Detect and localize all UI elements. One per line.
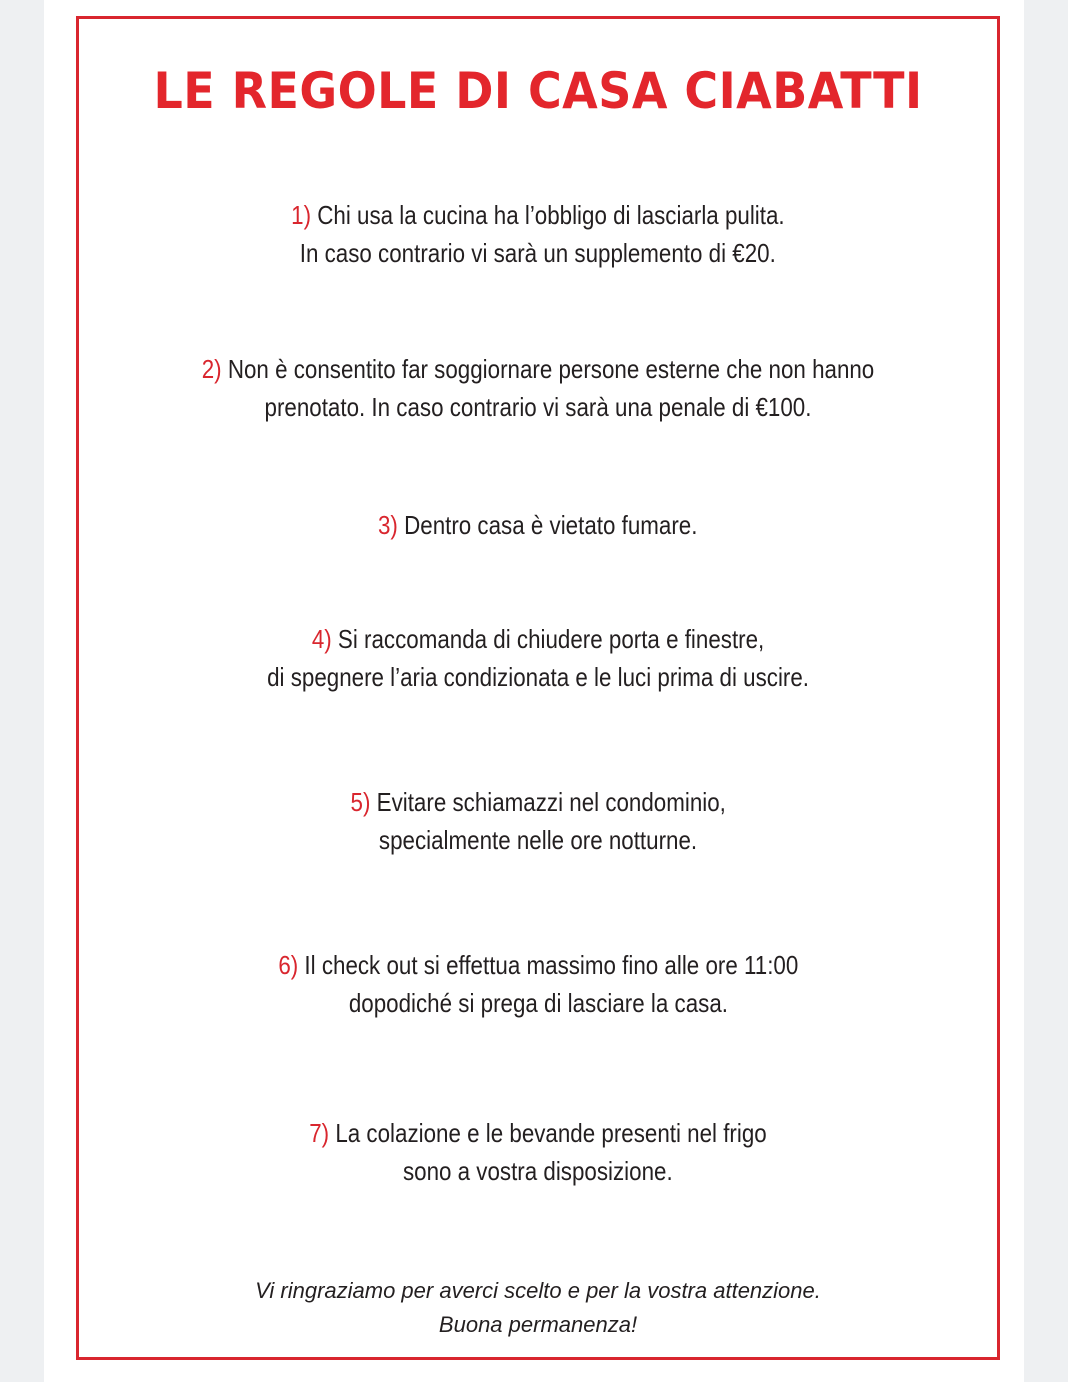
- rule-text: Non è consentito far soggiornare persone esterne che non hanno: [227, 354, 875, 384]
- rule-number: 1): [291, 200, 312, 230]
- closing-message: [76, 1274, 1000, 1342]
- rule-text: Evitare schiamazzi nel condominio,: [376, 787, 726, 817]
- rule-number: 5): [350, 787, 371, 817]
- rule-2: [76, 350, 1000, 426]
- rule-text: prenotato. In caso contrario vi sarà una penale di €100.: [264, 392, 812, 422]
- rule-number: 3): [378, 510, 399, 540]
- rule-text: In caso contrario vi sarà un supplemento di €20.: [299, 238, 777, 268]
- greeting-text: Buona permanenza!: [438, 1312, 638, 1337]
- rule-text: sono a vostra disposizione.: [403, 1156, 673, 1186]
- rule-3: [76, 506, 1000, 544]
- rule-text: Chi usa la cucina ha l’obbligo di lasciarla pulita.: [317, 200, 785, 230]
- rule-text: La colazione e le bevande presenti nel frigo: [335, 1118, 767, 1148]
- rule-text: di spegnere l’aria condizionata e le luci prima di uscire.: [267, 662, 809, 692]
- rule-text: Dentro casa è vietato fumare.: [404, 510, 698, 540]
- rule-number: 4): [311, 624, 332, 654]
- rule-4: [76, 620, 1000, 696]
- thanks-text: Vi ringraziamo per averci scelto e per la vostra attenzione.: [255, 1278, 821, 1303]
- rule-number: 7): [309, 1118, 330, 1148]
- rule-number: 2): [201, 354, 222, 384]
- rule-7: [76, 1114, 1000, 1190]
- rule-1: [76, 196, 1000, 272]
- rule-text: Si raccomanda di chiudere porta e finestre,: [337, 624, 765, 654]
- rule-text: dopodiché si prega di lasciare la casa.: [348, 988, 728, 1018]
- document-title: LE REGOLE DI CASA CIABATTI: [153, 62, 923, 120]
- rule-text: Il check out si effettua massimo fino alle ore 11:00: [304, 950, 798, 980]
- rule-6: [76, 946, 1000, 1022]
- rule-number: 6): [278, 950, 298, 980]
- rule-text: specialmente nelle ore notturne.: [378, 825, 698, 855]
- rule-5: [76, 783, 1000, 859]
